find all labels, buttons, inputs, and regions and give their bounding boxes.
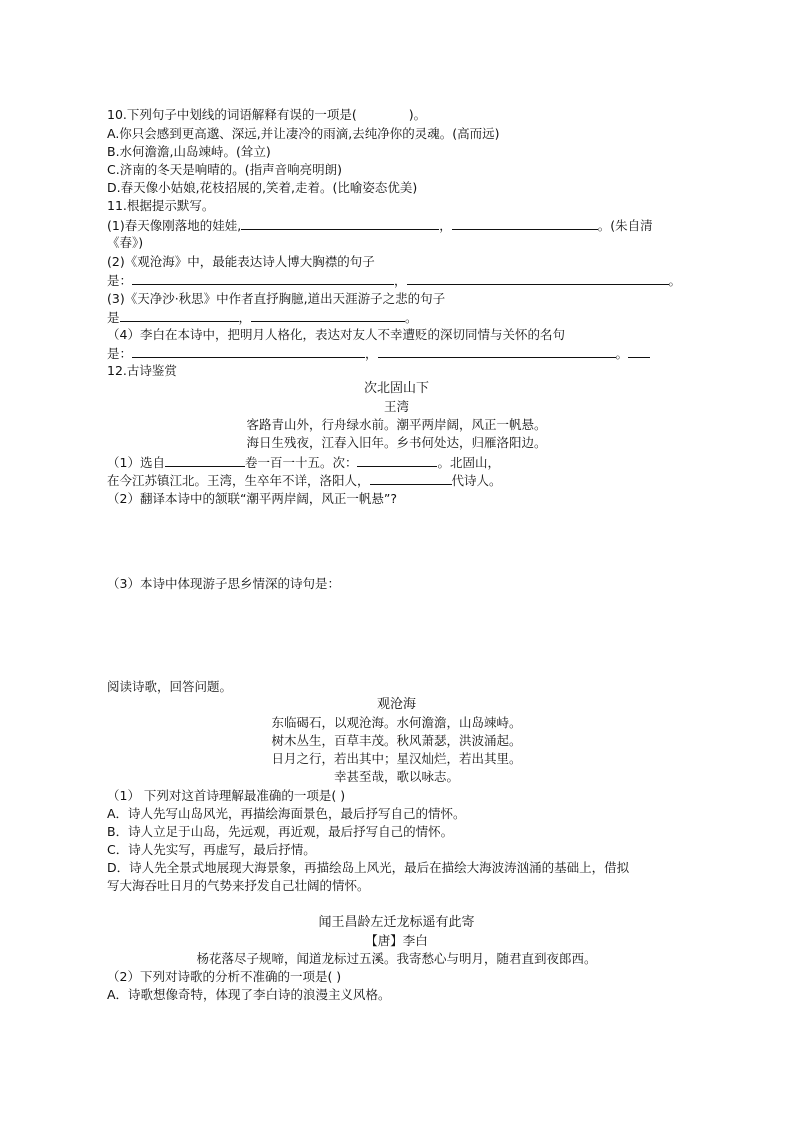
q12-s1-e: 代诗人。 bbox=[451, 473, 502, 488]
q10-option-b: B.水何澹澹,山岛竦峙。(耸立) bbox=[107, 144, 271, 159]
q10-stem-text: 10.下列句子中划线的词语解释有误的一项是( bbox=[107, 107, 357, 122]
q11-p4-comma: ， bbox=[365, 346, 378, 361]
q11-p4-period: 。 bbox=[615, 346, 629, 361]
q11-p3-comma: ， bbox=[238, 310, 252, 325]
reading-poem-line: 幸甚至哉，歌以咏志。 bbox=[333, 769, 459, 784]
q11-part3-line1: (3)《天净沙·秋思》中作者直抒胸臆,道出天涯游子之悲的句子 bbox=[107, 291, 446, 306]
reading-q1-option-d-cont: 写大海吞吐日月的气势来抒发自己壮阔的情怀。 bbox=[107, 878, 370, 893]
q12-s1-c: 。北固山， bbox=[437, 455, 500, 470]
q11-part4-line1: （4）李白在本诗中，把明月人格化，表达对友人不幸遭贬的深切同情与关怀的名句 bbox=[107, 327, 565, 342]
reading-poem2-title: 闻王昌龄左迁龙标遥有此寄 bbox=[318, 915, 475, 930]
q12-sub1-cont bbox=[107, 471, 502, 490]
q11-p3-blank1[interactable] bbox=[120, 308, 239, 322]
q11-part3-line2 bbox=[107, 308, 418, 327]
q11-p1-prefix: (1)春天像刚落地的娃娃, bbox=[107, 218, 242, 233]
q11-p2-blank1[interactable] bbox=[132, 271, 394, 285]
q11-p1-blank1[interactable] bbox=[241, 216, 439, 230]
q11-p4-prefix: 是： bbox=[107, 346, 133, 361]
reading-poem-line: 东临碣石，以观沧海。水何澹澹，山岛竦峙。 bbox=[271, 715, 522, 730]
reading-poem2-dynasty: 【唐】 bbox=[365, 933, 403, 948]
q11-p3-blank2[interactable] bbox=[251, 308, 405, 322]
q12-sub3: （3）本诗中体现游子思乡情深的诗句是： bbox=[107, 576, 340, 591]
reading-q2-stem: （2）下列对诗歌的分析不准确的一项是( ) bbox=[107, 969, 342, 984]
q11-p1-sep: ， bbox=[439, 218, 452, 233]
q12-poem-line: 海日生残夜，江春入旧年。乡书何处达，归雁洛阳边。 bbox=[246, 435, 547, 450]
q10-option-c: C.济南的冬天是响晴的。(指声音响亮明朗) bbox=[107, 162, 342, 177]
reading-q1-option-b: B．诗人立足于山岛，先远观，再近观，最后抒写自己的情怀。 bbox=[107, 824, 454, 839]
reading-poem-line: 树木丛生，百草丰茂。秋风萧瑟，洪波涌起。 bbox=[271, 733, 522, 748]
q12-sub2: （2）翻译本诗中的颔联“潮平两岸阔，风正一帆悬”? bbox=[107, 491, 398, 506]
reading-poem2-text: 杨花落尽子规啼，闻道龙标过五溪。我寄愁心与明月，随君直到夜郎西。 bbox=[196, 951, 597, 966]
q11-p2-comma: ， bbox=[394, 273, 407, 288]
q12-title: 12.古诗鉴赏 bbox=[107, 363, 177, 378]
q11-p1-end: 。(朱自清 bbox=[597, 218, 653, 233]
q12-sub1 bbox=[107, 453, 500, 472]
q12-s1-blank1[interactable] bbox=[165, 453, 245, 467]
q10-option-d: D.春天像小姑娘,花枝招展的,笑着,走着。(比喻姿态优美) bbox=[107, 180, 418, 195]
reading-poem-title: 观沧海 bbox=[376, 697, 416, 712]
q11-part1 bbox=[107, 216, 653, 235]
reading-poem2-author-name: 李白 bbox=[402, 933, 428, 948]
reading-q1-stem: （1） 下列对这首诗理解最准确的一项是( ) bbox=[107, 788, 346, 803]
reading-poem-line: 日月之行，若出其中；星汉灿烂，若出其里。 bbox=[271, 751, 522, 766]
q10-option-a: A.你只会感到更高邈、深远,并让凄冷的雨滴,去纯净你的灵魂。(高而远) bbox=[107, 126, 500, 141]
q10-stem-end: )。 bbox=[408, 107, 427, 122]
reading-q1-option-c: C．诗人先实写，再虚写，最后抒情。 bbox=[107, 842, 316, 857]
q11-p4-tail bbox=[628, 344, 650, 358]
reading-poem2-author bbox=[0, 932, 793, 950]
reading-q1-option-a: A．诗人先写山岛风光，再描绘海面景色，最后抒写自己的情怀。 bbox=[107, 806, 466, 821]
reading-q1-option-d: D．诗人先全景式地展现大海景象，再描绘岛上风光，最后在描绘大海波涛汹涌的基础上，借拟 bbox=[107, 860, 630, 875]
q11-p2-blank2[interactable] bbox=[407, 271, 669, 285]
q11-part4-line2 bbox=[107, 344, 650, 363]
q11-p4-blank1[interactable] bbox=[132, 344, 365, 358]
q11-p4-blank2[interactable] bbox=[378, 344, 616, 358]
q12-s1-blank3[interactable] bbox=[370, 471, 452, 485]
q12-s1-a: （1）选自 bbox=[107, 455, 165, 470]
q12-s1-d: 在今江苏镇江北。王湾，生卒年不详，洛阳人， bbox=[107, 473, 370, 488]
q11-p3-period: 。 bbox=[405, 310, 418, 325]
q12-poem-title: 次北固山下 bbox=[363, 381, 429, 396]
q11-title: 11.根据提示默写。 bbox=[107, 198, 215, 213]
q12-s1-b: 卷一百一十五。次： bbox=[244, 455, 358, 470]
q11-p1-blank2[interactable] bbox=[452, 216, 598, 230]
q11-p3-prefix: 是 bbox=[107, 310, 120, 325]
q12-poem-line: 客路青山外，行舟绿水前。潮平两岸阔，风正一帆悬。 bbox=[246, 417, 547, 432]
q11-part2-line2 bbox=[107, 271, 681, 290]
q12-s1-blank2[interactable] bbox=[357, 453, 437, 467]
q11-part1-cont: 《春》) bbox=[107, 235, 144, 250]
q12-poem-author: 王湾 bbox=[383, 399, 409, 414]
q11-p2-period: 。 bbox=[668, 273, 682, 288]
q10-stem bbox=[107, 106, 426, 124]
q11-part2-line1: (2)《观沧海》中，最能表达诗人博大胸襟的句子 bbox=[107, 254, 375, 269]
q11-p2-prefix: 是： bbox=[107, 273, 133, 288]
reading-q2-option-a: A．诗歌想像奇特，体现了李白诗的浪漫主义风格。 bbox=[107, 987, 391, 1002]
reading-intro: 阅读诗歌，回答问题。 bbox=[107, 679, 233, 694]
